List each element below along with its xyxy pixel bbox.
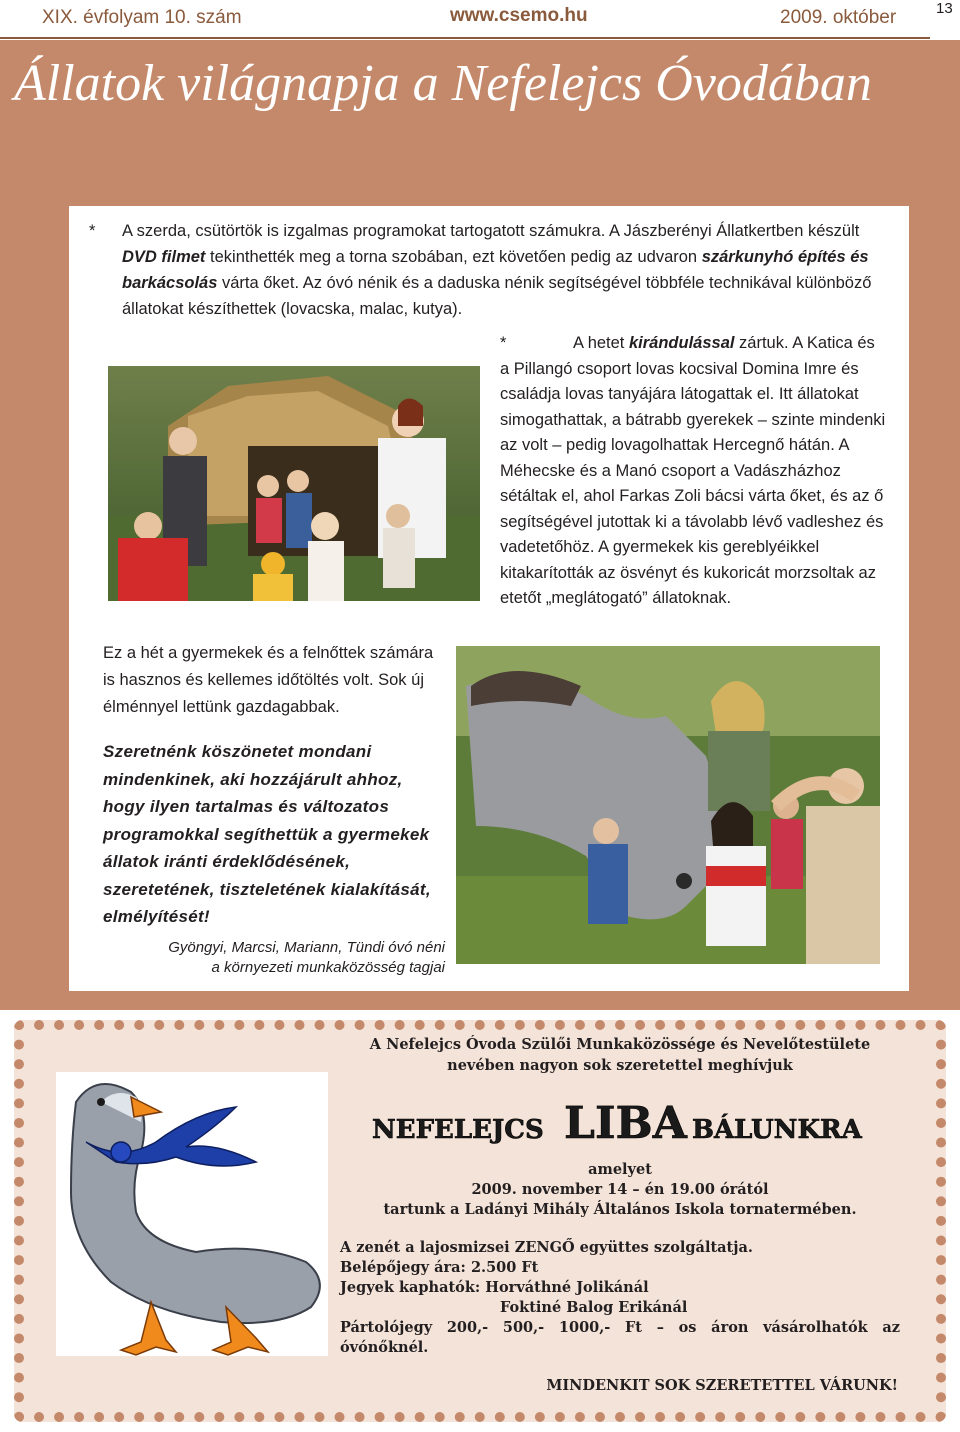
info-music: A zenét a lajosmizsei ZENGŐ együttes szolgáltatja. xyxy=(340,1239,753,1256)
signature-group: a környezeti munkaközösség tagjai xyxy=(211,959,445,976)
info-support-ticket: Pártolójegy 200,- 500,- 1000,- Ft – os áron vásárolhatók az óvónőknél. xyxy=(340,1319,900,1356)
para2-emphasis-excursion: kirándulással xyxy=(628,334,735,352)
para2-text-c: zártuk. A Katica és a Pillangó csoport lovas kocsival Domina Imre és családja lovas tanyájára látogattak el. Itt állatokat simogathattak, a bátrabb gyerekek – szinte mindenki az volt – pedig lovagolhattak Hercegnő hátán. A Méhecske és a Manó csoport a Vadászházhoz sétáltak el, ahol Farkas Zoli bácsi várta őket, és az ő segítségével jutottak ki a távolabb lévő vadleshez és vadetetőhöz. A gyermekek kis gereblyéikkel kitakarították az ösvényt és kukoricát morzsoltak az etetőt „meglátogató” állatoknak. xyxy=(500,334,886,607)
invitation-intro xyxy=(340,1034,900,1076)
signature-names: Gyöngyi, Marcsi, Mariann, Tündi óvó néni xyxy=(168,939,445,956)
paragraph-first xyxy=(89,218,895,322)
photo-children-horse xyxy=(456,646,880,964)
bullet-star-2: * xyxy=(500,334,507,352)
details-amelyet: amelyet xyxy=(588,1161,652,1178)
invitation-details xyxy=(340,1160,900,1220)
issue-date: 2009. október xyxy=(780,7,897,28)
para1-emphasis-dvd: DVD filmet xyxy=(122,248,206,266)
thanks-text: Szeretnénk köszönetet mondani mindenkinek, aki hozzájárult ahhoz, hogy ilyen tartalmas és változatos programokkal segíthettük a gyermekek állatok iránti érdeklődésének, szeretetének, tiszteletének kialakítását, elmélyítését! xyxy=(103,742,431,926)
page-number: 13 xyxy=(936,0,953,17)
ball-word-1: NEFELEJCS xyxy=(372,1115,544,1145)
details-date: 2009. november 14 – én 19.00 órától xyxy=(471,1181,769,1198)
para1-text-a: A szerda, csütörtök is izgalmas programokat tartogatott számukra. A Jászberényi Állatkertben készült xyxy=(122,222,860,240)
info-tickets-1: Jegyek kaphatók: Horváthné Jolikánál xyxy=(340,1279,649,1296)
para1-emphasis-hut: szárkunyhó építés és barkácsolás xyxy=(122,248,869,292)
article-title: Állatok világnapja a Nefelejcs Óvodában xyxy=(14,55,872,112)
ball-word-2: LIBA xyxy=(564,1098,687,1148)
para1-text-c: tekinthették meg a torna szobában, ezt követően pedig az udvaron xyxy=(205,248,702,266)
info-entry-fee: Belépőjegy ára: 2.500 Ft xyxy=(340,1259,539,1276)
info-tickets-2: Foktiné Balog Erikánál xyxy=(500,1299,688,1316)
intro-line-2: nevében nagyon sok szeretettel meghívjuk xyxy=(447,1057,793,1074)
header-divider xyxy=(0,37,930,39)
photo-cornstalk-hut xyxy=(108,366,480,601)
website-link[interactable]: www.csemo.hu xyxy=(450,5,588,26)
details-venue: tartunk a Ladányi Mihály Általános Iskola tornatermében. xyxy=(383,1201,857,1218)
ball-title xyxy=(372,1098,866,1148)
paragraph-excursion xyxy=(500,331,888,612)
paragraph-summary: Ez a hét a gyermekek és a felnőttek számára is hasznos és kellemes időtöltés volt. Sok új élménnyel lettünk gazdagabbak. xyxy=(103,644,434,716)
signature xyxy=(103,938,445,978)
bullet-star: * xyxy=(89,222,96,240)
issue-label: XIX. évfolyam 10. szám xyxy=(42,7,242,28)
goose-illustration xyxy=(56,1072,328,1356)
para1-text-e: várta őket. Az óvó nénik és a daduska nénik segítségével többféle technikával különböző állatokat készíthettek (lovacska, malac, kutya). xyxy=(122,274,872,318)
invitation-closing: MINDENKIT SOK SZERETETTEL VÁRUNK! xyxy=(546,1377,898,1394)
page-header xyxy=(0,0,960,40)
para2-text-a: A hetet xyxy=(573,334,629,352)
ball-word-3: BÁLUNKRA xyxy=(692,1115,862,1145)
invitation-info xyxy=(340,1238,900,1358)
intro-line-1: A Nefelejcs Óvoda Szülői Munkaközössége és Nevelőtestülete xyxy=(369,1036,871,1053)
